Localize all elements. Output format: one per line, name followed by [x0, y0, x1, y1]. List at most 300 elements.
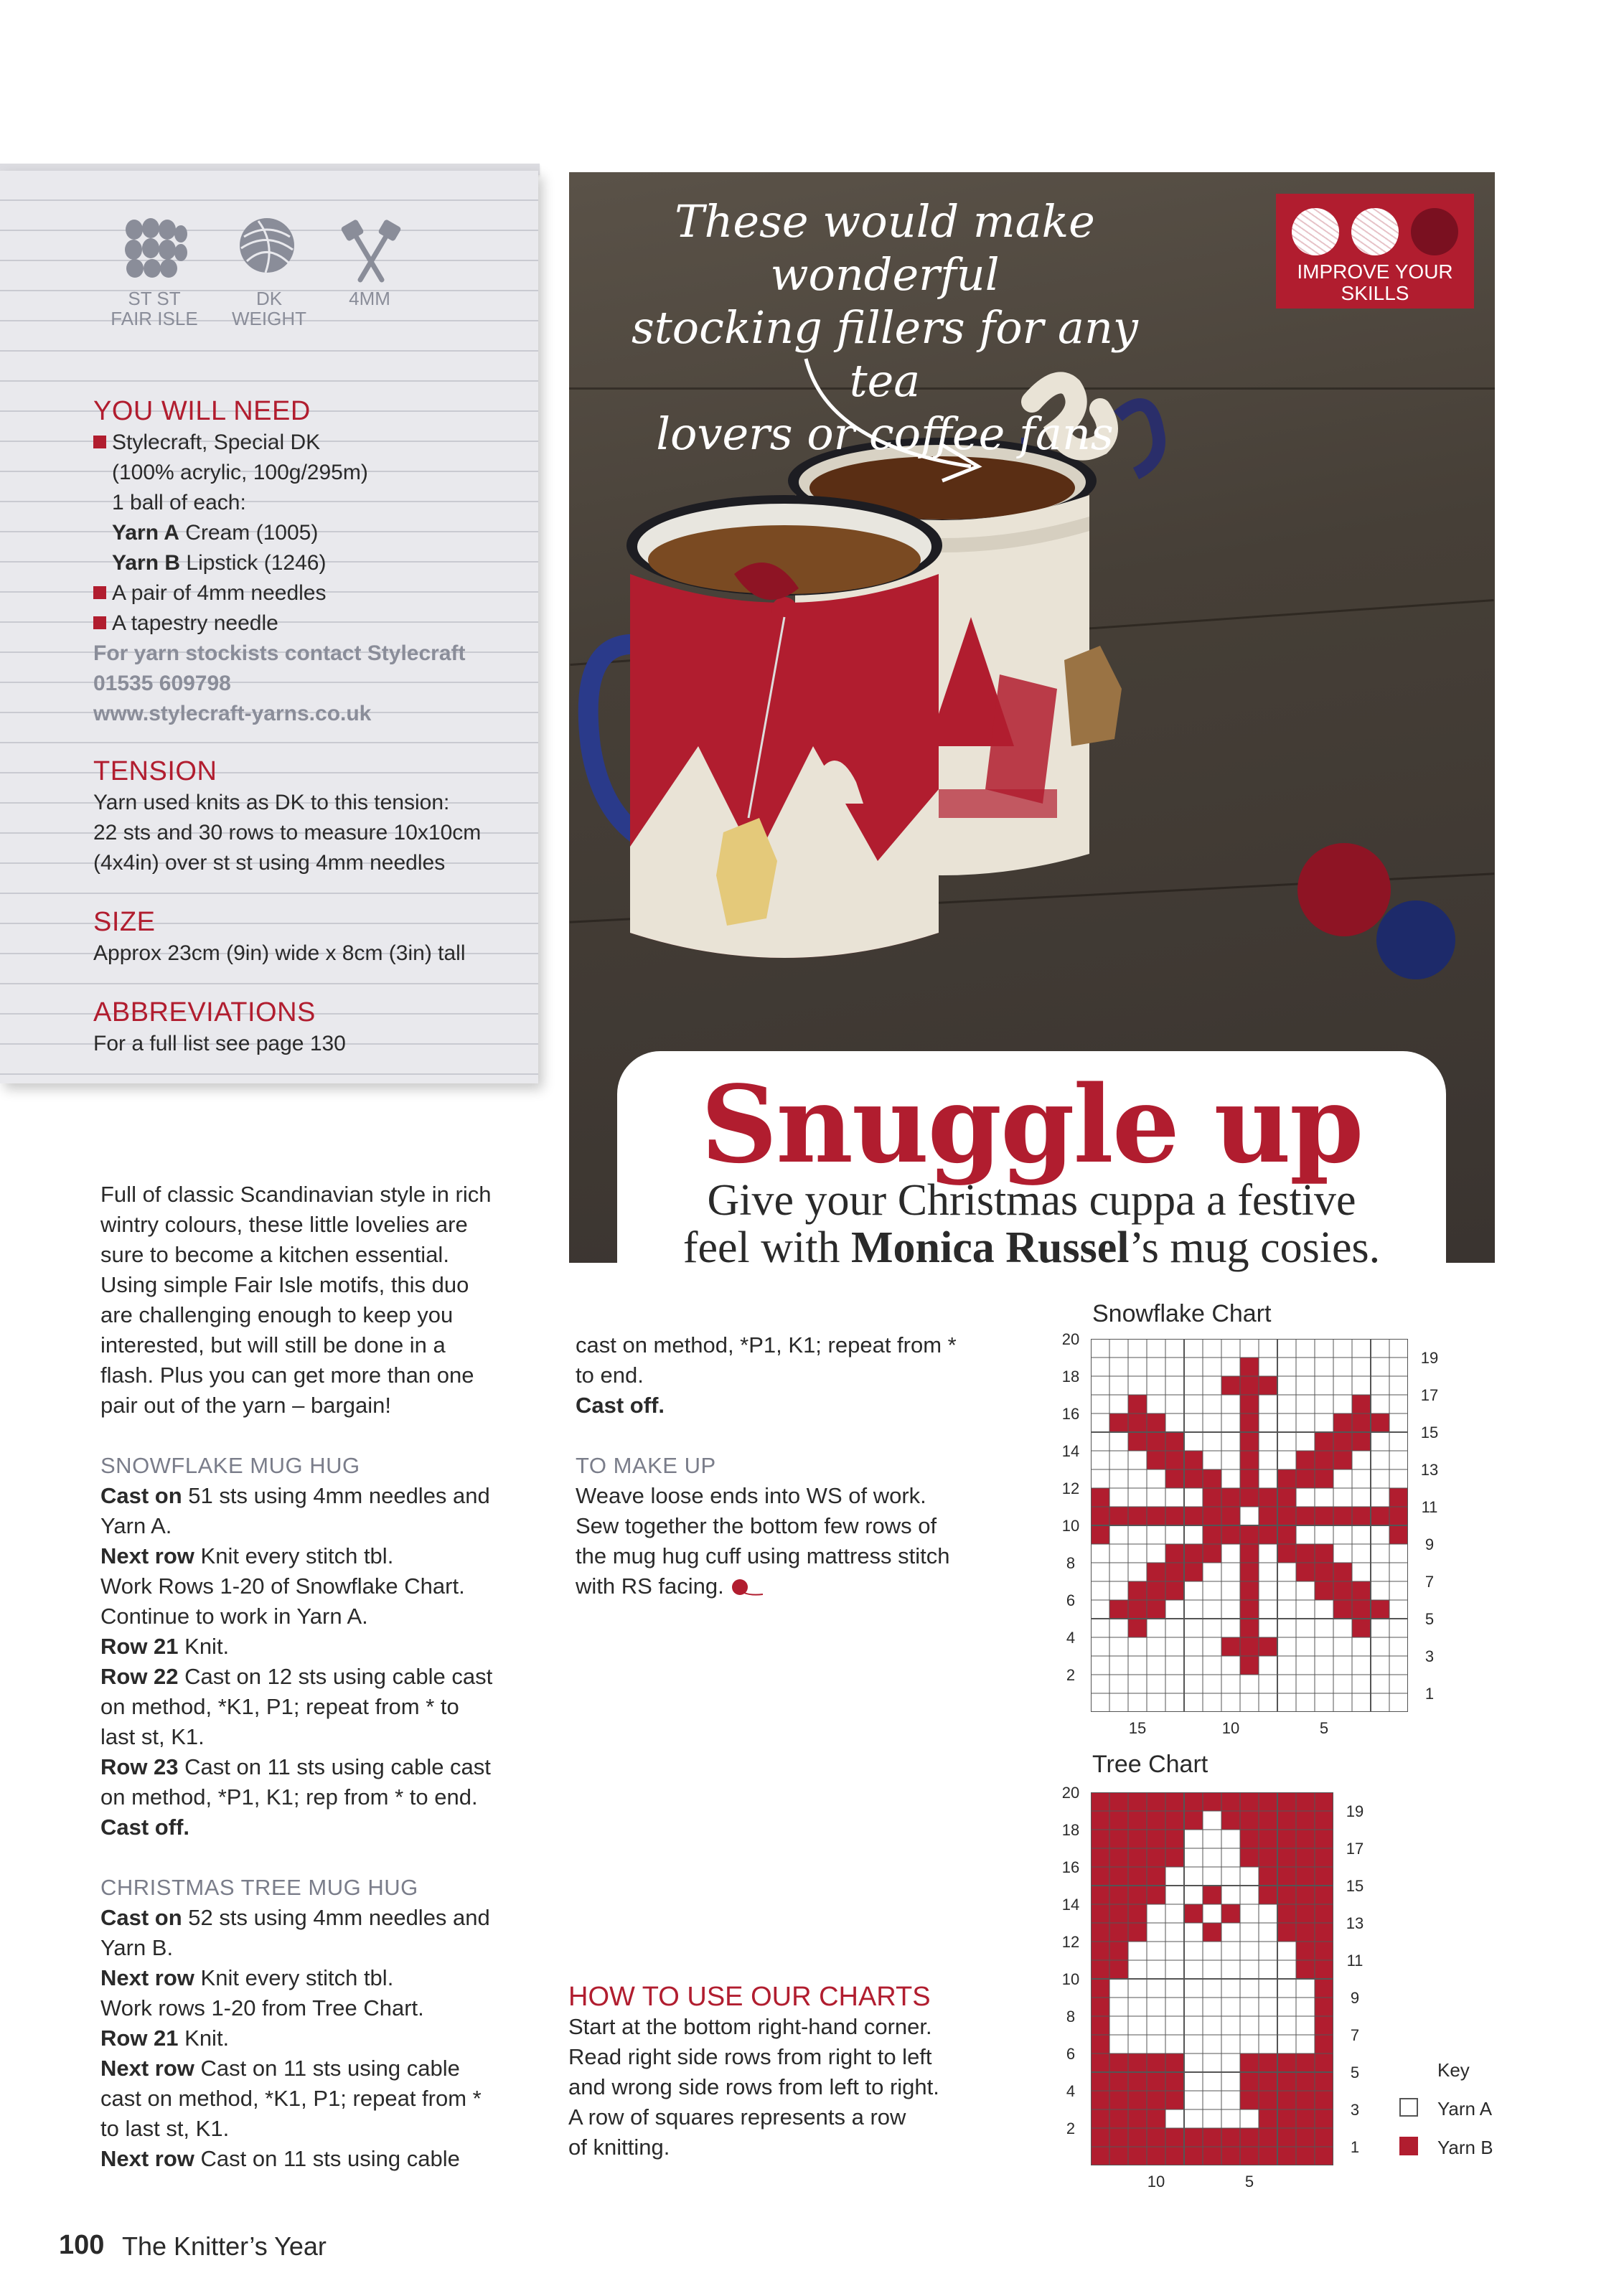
chart-cell-yarn-b [1259, 1637, 1277, 1656]
yarn-ball-icon [1292, 208, 1339, 255]
chart-cell-yarn-b [1221, 1792, 1240, 1811]
chart-row-number: 4 [1066, 1629, 1076, 1647]
chart-cell-yarn-b [1184, 1469, 1203, 1488]
article-subtitle: Give your Christmas cuppa a festive feel with Monica Russel’s mug cosies. [682, 1176, 1381, 1272]
chart-cell-yarn-b [1091, 1507, 1109, 1525]
chart-cell-yarn-b [1147, 2128, 1165, 2147]
meta-label-technique: ST ST FAIR ISLE [111, 288, 198, 329]
chart-cell-yarn-b [1296, 1507, 1315, 1525]
chart-row-number: 3 [1350, 2101, 1360, 2119]
photo-caption: These would make wonderful stocking fillers for any tea lovers or coffee fans [632, 195, 1138, 460]
chart-cell-yarn-b [1296, 1811, 1315, 1830]
snowflake-chart [1091, 1339, 1408, 1712]
chart-cell-yarn-b [1147, 2091, 1165, 2109]
chart-cell-yarn-b [1315, 2128, 1333, 2147]
tree-heading: CHRISTMAS TREE MUG HUG [100, 1875, 418, 1900]
tension-heading: TENSION [93, 756, 217, 786]
chart-cell-yarn-b [1221, 1525, 1240, 1544]
chart-cell-yarn-b [1184, 2147, 1203, 2165]
chart-cell-yarn-b [1109, 1867, 1128, 1886]
yarn-stitch-icon [123, 215, 188, 280]
chart-cell-yarn-b [1128, 1811, 1147, 1830]
snowflake-pattern: SNOWFLAKE MUG HUG Cast on 51 sts using 4mm needles and Yarn A. Next row Knit every stitch tbl. Work Rows 1-20 of Snowflake Chart. Continue to work in Yarn A. Row 21 Knit. Row 22 Cast on 12 sts using cable cast on method, *K1, P1; repeat from * to last st, K1. Row 23 Cast on 11 sts using cable cast on method, *P1, K1; rep from * to end. Cast off. [100, 1451, 492, 1843]
chart-cell-yarn-b [1147, 1432, 1165, 1451]
materials-list: Stylecraft, Special DK (100% acrylic, 100g/295m) 1 ball of each: Yarn A Cream (1005) Yarn B Lipstick (1246) A pair of 4mm needles A tapestry needle For yarn stockists contact Stylecraft 01535 609798 www.stylecraft-yarns.co.uk [93, 428, 466, 729]
chart-cell-yarn-b [1128, 2147, 1147, 2165]
chart-cell-yarn-b [1240, 1432, 1259, 1451]
chart-cell-yarn-b [1240, 1848, 1259, 1867]
chart-cell-yarn-b [1277, 2147, 1296, 2165]
chart-row-number: 9 [1350, 1989, 1360, 2007]
chart-cell-yarn-b [1109, 1507, 1128, 1525]
chart-cell-yarn-b [1203, 1886, 1221, 1904]
bullet-icon [93, 586, 106, 599]
chart-cell-yarn-b [1184, 1792, 1203, 1811]
chart-cell-yarn-b [1091, 1942, 1109, 1960]
chart-cell-yarn-b [1109, 2091, 1128, 2109]
chart-cell-yarn-b [1333, 1600, 1352, 1619]
chart-row-number: 16 [1061, 1405, 1080, 1423]
chart-cell-yarn-b [1109, 1792, 1128, 1811]
magazine-title: The Knitter’s Year [122, 2231, 327, 2261]
chart-cell-yarn-b [1315, 2091, 1333, 2109]
chart-cell-yarn-b [1184, 1811, 1203, 1830]
meta-label-weight: DK WEIGHT [232, 288, 306, 329]
tension-text: Yarn used knits as DK to this tension: 22 sts and 30 rows to measure 10x10cm (4x4in) over st st using 4mm needles [93, 791, 482, 875]
chart-cell-yarn-b [1296, 1886, 1315, 1904]
chart-cell-yarn-b [1128, 1830, 1147, 1848]
chart-cell-yarn-b [1091, 2109, 1109, 2128]
chart-cell-yarn-b [1296, 1563, 1315, 1581]
chart-cell-yarn-b [1165, 1507, 1184, 1525]
chart-cell-yarn-b [1240, 1544, 1259, 1563]
chart-cell-yarn-b [1109, 2072, 1128, 2091]
chart-cell-yarn-b [1277, 1886, 1296, 1904]
chart-cell-yarn-b [1128, 1792, 1147, 1811]
chart-cell-yarn-b [1221, 1637, 1240, 1656]
tree-chart [1091, 1792, 1333, 2165]
chart-cell-yarn-b [1165, 2147, 1184, 2165]
chart-cell-yarn-b [1296, 1451, 1315, 1469]
chart-cell-yarn-b [1091, 1830, 1109, 1848]
chart-cell-yarn-b [1240, 1581, 1259, 1600]
chart-cell-yarn-b [1091, 1525, 1109, 1544]
page-number: 100 [59, 2230, 105, 2260]
chart-row-number: 19 [1346, 1802, 1364, 1820]
chart-cell-yarn-b [1203, 1488, 1221, 1507]
chart-cell-yarn-b [1296, 1942, 1315, 1960]
chart-cell-yarn-b [1109, 1904, 1128, 1923]
chart-cell-yarn-b [1259, 2109, 1277, 2128]
chart-cell-yarn-b [1277, 1904, 1296, 1923]
stockist-website: www.stylecraft-yarns.co.uk [93, 702, 372, 725]
chart-cell-yarn-b [1165, 1792, 1184, 1811]
chart-cell-yarn-b [1147, 1581, 1165, 1600]
chart-cell-yarn-b [1259, 1525, 1277, 1544]
chart-cell-yarn-b [1371, 1507, 1389, 1525]
chart-cell-yarn-b [1315, 1432, 1333, 1451]
chart-cell-yarn-b [1240, 1413, 1259, 1432]
chart-cell-yarn-b [1315, 1507, 1333, 1525]
needles-icon [339, 215, 403, 284]
chart-row-number: 13 [1346, 1914, 1364, 1932]
chart-cell-yarn-b [1203, 1923, 1221, 1942]
chart-cell-yarn-b [1240, 1811, 1259, 1830]
chart-cell-yarn-b [1296, 2053, 1315, 2072]
chart-cell-yarn-b [1091, 1979, 1109, 1998]
chart-cell-yarn-b [1315, 2035, 1333, 2053]
chart-cell-yarn-b [1240, 1600, 1259, 1619]
chart-row-number: 1 [1424, 1685, 1435, 1703]
chart-cell-yarn-b [1352, 1395, 1371, 1413]
chart-cell-yarn-b [1315, 1563, 1333, 1581]
snowflake-mug [588, 495, 942, 958]
chart-cell-yarn-b [1277, 1848, 1296, 1867]
chart-row-number: 7 [1424, 1573, 1435, 1591]
chart-cell-yarn-b [1315, 2147, 1333, 2165]
chart-cell-yarn-b [1128, 1867, 1147, 1886]
chart-cell-yarn-b [1315, 1867, 1333, 1886]
chart-cell-yarn-b [1259, 1811, 1277, 1830]
chart-cell-yarn-b [1128, 2109, 1147, 2128]
chart-row-number: 6 [1066, 1591, 1076, 1609]
chart-cell-yarn-b [1091, 1488, 1109, 1507]
chart-cell-yarn-b [1109, 1830, 1128, 1848]
chart-cell-yarn-b [1315, 2016, 1333, 2035]
chart-help-heading: HOW TO USE OUR CHARTS [568, 1982, 931, 2012]
chart-column-number: 10 [1147, 2173, 1165, 2191]
chart-cell-yarn-b [1184, 1507, 1203, 1525]
chart-cell-yarn-b [1296, 2091, 1315, 2109]
chart-cell-yarn-b [1221, 1811, 1240, 1830]
tree-chart-title: Tree Chart [1092, 1751, 1208, 1778]
chart-row-number: 8 [1066, 1554, 1076, 1572]
chart-cell-yarn-b [1333, 1507, 1352, 1525]
chart-cell-yarn-b [1109, 1886, 1128, 1904]
chart-cell-yarn-b [1109, 2053, 1128, 2072]
chart-cell-yarn-b [1240, 2091, 1259, 2109]
chart-cell-yarn-b [1091, 2053, 1109, 2072]
chart-row-number: 9 [1424, 1535, 1435, 1553]
chart-cell-yarn-b [1296, 1904, 1315, 1923]
chart-cell-yarn-b [1315, 1942, 1333, 1960]
chart-cell-yarn-b [1203, 1792, 1221, 1811]
chart-cell-yarn-b [1315, 1581, 1333, 1600]
chart-cell-yarn-b [1165, 1563, 1184, 1581]
snowflake-chart-title: Snowflake Chart [1092, 1300, 1272, 1327]
chart-column-number: 5 [1244, 2173, 1254, 2191]
chart-cell-yarn-b [1333, 1581, 1352, 1600]
chart-cell-yarn-b [1259, 1488, 1277, 1507]
chart-cell-yarn-b [1352, 1619, 1371, 1637]
chart-cell-yarn-b [1109, 1848, 1128, 1867]
chart-cell-yarn-b [1277, 1811, 1296, 1830]
chart-cell-yarn-b [1259, 1867, 1277, 1886]
chart-cell-yarn-b [1240, 2072, 1259, 2091]
bullet-icon [93, 616, 106, 629]
chart-cell-yarn-b [1259, 1792, 1277, 1811]
chart-cell-yarn-b [1259, 2072, 1277, 2091]
chart-cell-yarn-b [1277, 2091, 1296, 2109]
chart-row-number: 12 [1061, 1933, 1080, 1951]
chart-cell-yarn-b [1091, 2072, 1109, 2091]
chart-row-number: 17 [1420, 1386, 1439, 1404]
chart-cell-yarn-b [1315, 1451, 1333, 1469]
chart-cell-yarn-b [1091, 2147, 1109, 2165]
stockist-phone: 01535 609798 [93, 672, 231, 695]
chart-cell-yarn-b [1333, 1432, 1352, 1451]
chart-row-number: 5 [1424, 1610, 1435, 1628]
chart-cell-yarn-b [1277, 2109, 1296, 2128]
meta-label-needle: 4MM [349, 288, 390, 309]
chart-cell-yarn-b [1109, 1413, 1128, 1432]
chart-cell-yarn-b [1091, 2091, 1109, 2109]
chart-cell-yarn-b [1091, 1904, 1109, 1923]
chart-row-number: 14 [1061, 1896, 1080, 1914]
chart-cell-yarn-b [1091, 1960, 1109, 1979]
chart-cell-yarn-b [1296, 2128, 1315, 2147]
chart-cell-yarn-b [1296, 2109, 1315, 2128]
abbreviations-text: For a full list see page 130 [93, 1032, 346, 1055]
chart-cell-yarn-b [1203, 1507, 1221, 1525]
chart-cell-yarn-b [1109, 1923, 1128, 1942]
chart-cell-yarn-b [1091, 1923, 1109, 1942]
chart-cell-yarn-b [1240, 1656, 1259, 1675]
chart-cell-yarn-b [1165, 2128, 1184, 2147]
chart-cell-yarn-b [1389, 1525, 1408, 1544]
bauble-blue [1376, 900, 1455, 979]
chart-cell-yarn-b [1221, 2128, 1240, 2147]
chart-cell-yarn-b [1091, 1998, 1109, 2016]
chart-cell-yarn-b [1277, 1525, 1296, 1544]
key-title: Key [1437, 2059, 1470, 2081]
chart-cell-yarn-b [1333, 1413, 1352, 1432]
chart-cell-yarn-b [1352, 1507, 1371, 1525]
chart-cell-yarn-b [1091, 1867, 1109, 1886]
chart-cell-yarn-b [1147, 1451, 1165, 1469]
chart-cell-yarn-b [1165, 2053, 1184, 2072]
chart-row-number: 18 [1061, 1821, 1080, 1839]
chart-cell-yarn-b [1240, 1451, 1259, 1469]
chart-cell-yarn-b [1109, 1811, 1128, 1830]
chart-cell-yarn-b [1315, 1960, 1333, 1979]
chart-row-number: 2 [1066, 1666, 1076, 1684]
chart-cell-yarn-b [1371, 1413, 1389, 1432]
chart-cell-yarn-b [1221, 2147, 1240, 2165]
chart-cell-yarn-b [1147, 1413, 1165, 1432]
chart-row-number: 18 [1061, 1368, 1080, 1385]
chart-row-number: 7 [1350, 2026, 1360, 2044]
chart-row-number: 10 [1061, 1517, 1080, 1535]
key-label-yarn-a: Yarn A [1437, 2098, 1493, 2119]
chart-cell-yarn-b [1147, 1563, 1165, 1581]
chart-cell-yarn-b [1315, 1830, 1333, 1848]
chart-row-number: 6 [1066, 2045, 1076, 2063]
chart-row-number: 11 [1346, 1952, 1363, 1970]
chart-cell-yarn-b [1296, 1792, 1315, 1811]
chart-cell-yarn-b [1147, 1792, 1165, 1811]
chart-cell-yarn-b [1128, 1848, 1147, 1867]
chart-cell-yarn-b [1128, 1581, 1147, 1600]
bauble-red [1297, 843, 1391, 936]
chart-cell-yarn-b [1277, 2072, 1296, 2091]
yarn-ball-icon [1351, 208, 1399, 255]
chart-cell-yarn-b [1296, 1544, 1315, 1563]
chart-cell-yarn-b [1259, 1507, 1277, 1525]
chart-cell-yarn-b [1147, 1867, 1165, 1886]
stockist-contact: For yarn stockists contact Stylecraft [93, 641, 466, 665]
chart-row-number: 1 [1350, 2138, 1360, 2156]
yarn-end-icon [730, 1577, 764, 1599]
chart-cell-yarn-b [1221, 1904, 1240, 1923]
chart-cell-yarn-b [1259, 1376, 1277, 1395]
abbreviations-heading: ABBREVIATIONS [93, 997, 316, 1027]
chart-cell-yarn-b [1165, 1848, 1184, 1867]
chart-cell-yarn-b [1352, 1413, 1371, 1432]
chart-row-number: 19 [1420, 1349, 1439, 1367]
chart-cell-yarn-b [1147, 2053, 1165, 2072]
chart-row-number: 15 [1420, 1424, 1439, 1441]
chart-cell-yarn-b [1184, 1544, 1203, 1563]
chart-cell-yarn-b [1296, 1867, 1315, 1886]
chart-cell-yarn-b [1371, 1600, 1389, 1619]
chart-row-number: 10 [1061, 1970, 1080, 1988]
chart-cell-yarn-b [1165, 2091, 1184, 2109]
make-up-heading: TO MAKE UP [576, 1453, 716, 1478]
tree-pattern: CHRISTMAS TREE MUG HUG Cast on 52 sts using 4mm needles and Yarn B. Next row Knit every stitch tbl. Work rows 1-20 from Tree Chart. Row 21 Knit. Next row Cast on 11 sts using cable cast on method, *K1, P1; repeat from * to last st, K1. Next row Cast on 11 sts using cable [100, 1873, 490, 2174]
chart-cell-yarn-b [1128, 1923, 1147, 1942]
chart-cell-yarn-b [1277, 2053, 1296, 2072]
chart-cell-yarn-b [1240, 2147, 1259, 2165]
key-label-yarn-b: Yarn B [1437, 2137, 1493, 2158]
chart-cell-yarn-b [1165, 1451, 1184, 1469]
chart-cell-yarn-b [1091, 2128, 1109, 2147]
chart-row-number: 15 [1346, 1877, 1364, 1895]
chart-cell-yarn-b [1147, 1811, 1165, 1830]
chart-column-number: 15 [1128, 1719, 1147, 1737]
chart-cell-yarn-b [1109, 2147, 1128, 2165]
chart-row-number: 16 [1061, 1858, 1080, 1876]
chart-row-number: 13 [1420, 1461, 1439, 1479]
chart-cell-yarn-b [1240, 2053, 1259, 2072]
chart-cell-yarn-b [1203, 1544, 1221, 1563]
chart-cell-yarn-b [1315, 1923, 1333, 1942]
chart-cell-yarn-b [1333, 1451, 1352, 1469]
chart-cell-yarn-b [1165, 1544, 1184, 1563]
chart-cell-yarn-b [1091, 2035, 1109, 2053]
chart-cell-yarn-b [1203, 1525, 1221, 1544]
chart-cell-yarn-b [1259, 2091, 1277, 2109]
chart-cell-yarn-b [1240, 1376, 1259, 1395]
chart-cell-yarn-b [1315, 1811, 1333, 1830]
chart-cell-yarn-b [1315, 1886, 1333, 1904]
chart-row-number: 3 [1424, 1647, 1435, 1665]
chart-cell-yarn-b [1091, 1886, 1109, 1904]
chart-cell-yarn-b [1259, 2147, 1277, 2165]
chart-cell-yarn-b [1128, 2091, 1147, 2109]
chart-cell-yarn-b [1240, 1488, 1259, 1507]
chart-cell-yarn-b [1109, 2109, 1128, 2128]
chart-cell-yarn-b [1296, 1923, 1315, 1942]
chart-column-number: 5 [1319, 1719, 1329, 1737]
chart-cell-yarn-b [1389, 1488, 1408, 1507]
chart-cell-yarn-b [1203, 1469, 1221, 1488]
chart-cell-yarn-b [1147, 2109, 1165, 2128]
chart-cell-yarn-b [1277, 1867, 1296, 1886]
chart-row-number: 17 [1346, 1840, 1364, 1858]
chart-cell-yarn-b [1128, 1619, 1147, 1637]
chart-cell-yarn-b [1259, 1848, 1277, 1867]
chart-cell-yarn-b [1277, 1830, 1296, 1848]
chart-cell-yarn-b [1240, 1619, 1259, 1637]
chart-cell-yarn-b [1165, 1432, 1184, 1451]
chart-cell-yarn-b [1109, 1600, 1128, 1619]
chart-cell-yarn-b [1296, 1848, 1315, 1867]
chart-cell-yarn-b [1389, 1507, 1408, 1525]
chart-cell-yarn-b [1128, 1432, 1147, 1451]
chart-cell-yarn-b [1240, 1395, 1259, 1413]
key-swatch-yarn-b [1399, 2137, 1418, 2155]
chart-cell-yarn-b [1296, 1469, 1315, 1488]
chart-cell-yarn-b [1296, 1830, 1315, 1848]
you-will-need-heading: YOU WILL NEED [93, 396, 311, 426]
yarn-ball-icon [1411, 208, 1458, 255]
chart-cell-yarn-b [1184, 2128, 1203, 2147]
size-heading: SIZE [93, 907, 156, 937]
chart-cell-yarn-b [1240, 1358, 1259, 1376]
chart-cell-yarn-b [1240, 1563, 1259, 1581]
bullet-icon [93, 436, 106, 448]
chart-row-number: 4 [1066, 2082, 1076, 2100]
snowflake-heading: SNOWFLAKE MUG HUG [100, 1453, 360, 1478]
chart-cell-yarn-b [1240, 1525, 1259, 1544]
chart-cell-yarn-b [1315, 2053, 1333, 2072]
chart-cell-yarn-b [1315, 1848, 1333, 1867]
chart-cell-yarn-b [1221, 1376, 1240, 1395]
chart-cell-yarn-b [1259, 1886, 1277, 1904]
chart-cell-yarn-b [1277, 1923, 1296, 1942]
skill-level-badge: IMPROVE YOUR SKILLS [1276, 194, 1474, 309]
chart-cell-yarn-b [1352, 1432, 1371, 1451]
chart-row-number: 12 [1061, 1479, 1080, 1497]
yarn-ball-icon [237, 215, 297, 276]
chart-cell-yarn-b [1315, 1544, 1333, 1563]
chart-cell-yarn-b [1147, 2072, 1165, 2091]
chart-cell-yarn-b [1221, 1507, 1240, 1525]
chart-cell-yarn-b [1147, 1600, 1165, 1619]
chart-cell-yarn-b [1109, 1942, 1128, 1960]
chart-cell-yarn-b [1259, 1830, 1277, 1848]
chart-cell-yarn-b [1240, 1469, 1259, 1488]
chart-cell-yarn-b [1184, 1904, 1203, 1923]
chart-row-number: 2 [1066, 2119, 1076, 2137]
chart-row-number: 20 [1061, 1330, 1080, 1348]
chart-cell-yarn-b [1147, 1848, 1165, 1867]
chart-cell-yarn-b [1296, 1960, 1315, 1979]
chart-cell-yarn-b [1109, 1960, 1128, 1979]
chart-cell-yarn-b [1315, 2109, 1333, 2128]
chart-cell-yarn-b [1128, 2072, 1147, 2091]
chart-cell-yarn-b [1203, 2128, 1221, 2147]
chart-cell-yarn-b [1165, 1581, 1184, 1600]
chart-cell-yarn-b [1352, 1600, 1371, 1619]
pattern-continued: cast on method, *P1, K1; repeat from * to end. Cast off. TO MAKE UP Weave loose ends into WS of work. Sew together the bottom few rows of the mug hug cuff using mattress stitch with RS facing. [576, 1332, 957, 1599]
chart-cell-yarn-b [1277, 1469, 1296, 1488]
chart-cell-yarn-b [1091, 2016, 1109, 2035]
size-text: Approx 23cm (9in) wide x 8cm (3in) tall [93, 941, 466, 965]
chart-cell-yarn-b [1315, 1904, 1333, 1923]
chart-cell-yarn-b [1315, 1979, 1333, 1998]
